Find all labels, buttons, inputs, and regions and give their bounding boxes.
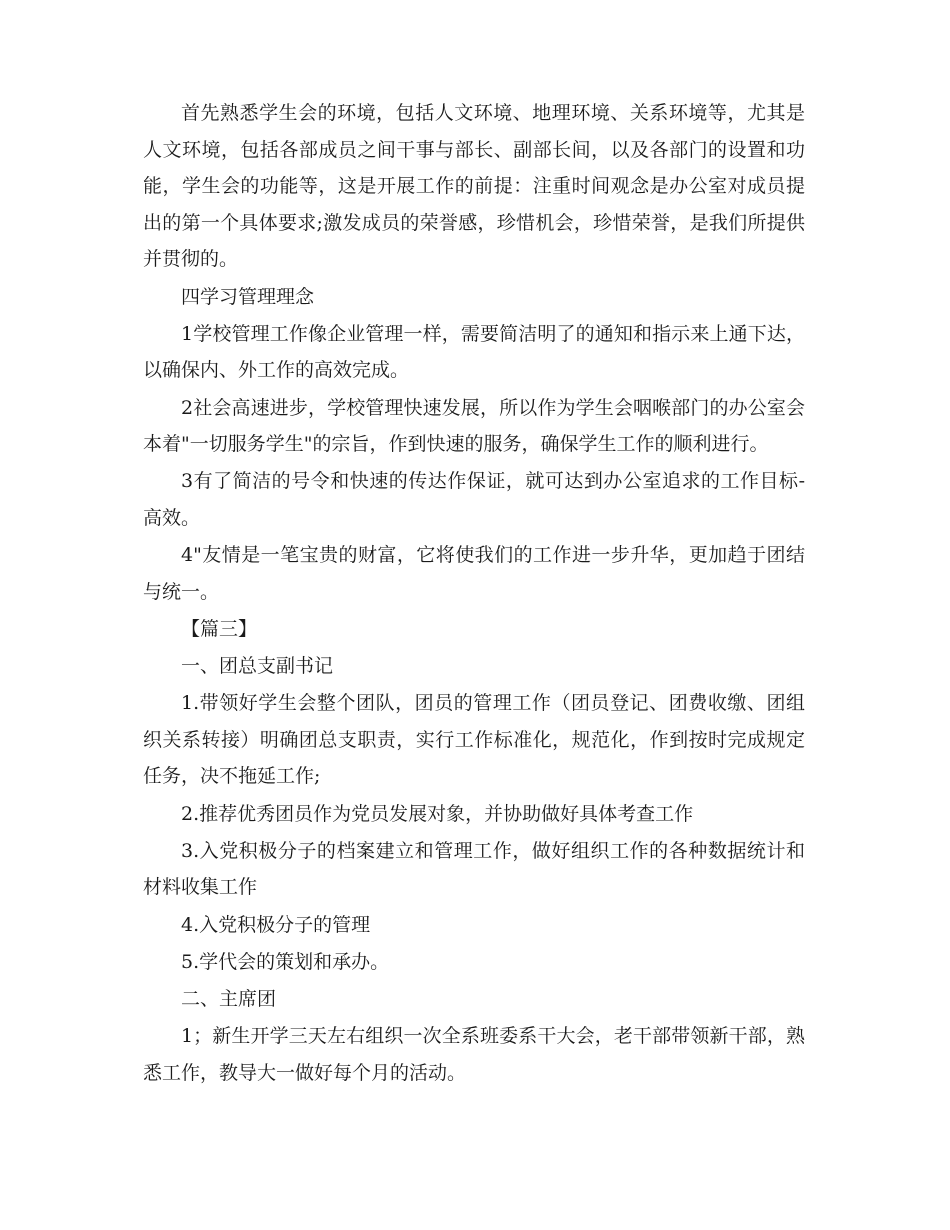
duty-item-5: 5.学代会的策划和承办。 — [181, 950, 390, 973]
section-heading-league-secretary: 一、团总支副书记 — [181, 655, 334, 678]
part-three-heading: 【篇三】 — [181, 617, 258, 640]
paragraph-item-4: 4"友情是一笔宝贵的财富，它将使我们的工作进一步升华，更加趋于团结与统一。 — [143, 544, 805, 603]
paragraph-item-1: 1学校管理工作像企业管理一样，需要简洁明了的通知和指示来上通下达，以确保内、外工作的高效完成。 — [143, 322, 805, 382]
section-heading-presidium: 二、主席团 — [181, 987, 277, 1010]
duty-item-4: 4.入党积极分子的管理 — [181, 913, 371, 936]
section-heading-four: 四学习管理理念 — [181, 285, 315, 308]
duty-item-3: 3.入党积极分子的档案建立和管理工作，做好组织工作的各种数据统计和材料收集工作 — [143, 839, 805, 899]
duty-item-2: 2.推荐优秀团员作为党员发展对象，并协助做好具体考查工作 — [181, 802, 694, 825]
duty-item-1: 1.带领好学生会整个团队，团员的管理工作（团员登记、团费收缴、团组织关系转接）明确团总支职责，实行工作标准化，规范化，作到按时完成规定任务，决不拖延工作; — [143, 692, 805, 788]
paragraph-intro: 首先熟悉学生会的环境，包括人文环境、地理环境、关系环境等，尤其是人文环境，包括各部成员之间干事与部长、副部长间，以及各部门的设置和功能，学生会的功能等，这是开展工作的前提：注重时间观念是办公室对成员提出的第一个具体要求;激发成员的荣誉感，珍惜机会，珍惜荣誉，是我们所提供并贯彻的。 — [143, 102, 805, 271]
paragraph-item-3: 3有了简洁的号令和快速的传达作保证，就可达到办公室追求的工作目标-高效。 — [143, 470, 805, 529]
paragraph-item-2: 2社会高速进步，学校管理快速发展，所以作为学生会咽喉部门的办公室会本着"一切服务学生"的宗旨，作到快速的服务，确保学生工作的顺利进行。 — [143, 396, 805, 456]
presidium-item-1: 1；新生开学三天左右组织一次全系班委系干大会，老干部带领新干部，熟悉工作，教导大一做好每个月的活动。 — [143, 1025, 805, 1084]
document-body — [143, 95, 805, 1092]
